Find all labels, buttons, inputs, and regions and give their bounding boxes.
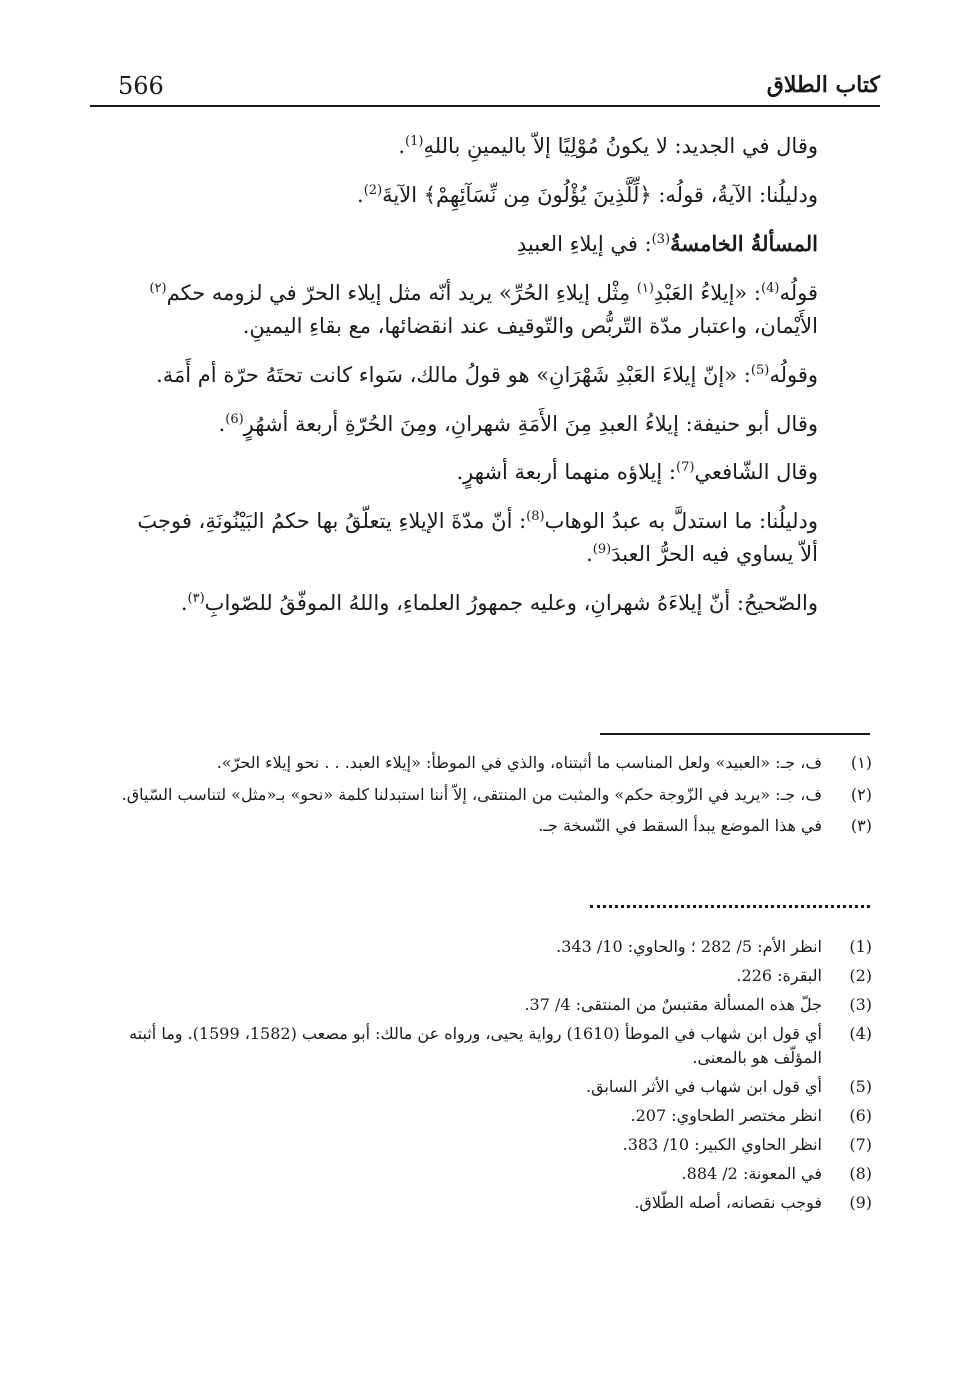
footnote-text: أي قول ابن شهاب في الموطأ (1610) رواية يحيى، ورواه عن مالك: أبو مصعب (1582، 1599). وما أثبته المؤلّف هو بالمعنى. — [129, 1024, 822, 1067]
footnote-text: جلّ هذه المسألة مقتبسٌ من المنتقى: 4/ 37. — [524, 995, 822, 1014]
text-span: : «إيلاءُ العَبْدِ — [653, 280, 762, 305]
footnote-item — [92, 935, 872, 959]
text-span: : إيلاؤه منهما أربعة أشهرٍ. — [456, 460, 676, 485]
main-text — [118, 130, 818, 636]
text-span: . — [357, 182, 364, 207]
footnote-text: فوجب نقصانه، أصله الطّلاق. — [634, 1193, 822, 1212]
footnote-item — [92, 1191, 872, 1215]
footnote-text: انظر الحاوي الكبير: 10/ 383. — [622, 1135, 822, 1154]
footnote-text: انظر مختصر الطحاوي: 207. — [630, 1106, 822, 1125]
footnote-number: (٣) — [850, 816, 872, 836]
paragraph — [118, 456, 818, 490]
footnote-number: (6) — [849, 1106, 872, 1125]
book-title: كتاب الطلاق — [766, 72, 880, 98]
footnote-ref: (5) — [750, 362, 770, 378]
page-header — [90, 70, 880, 110]
text-span: ودليلُنا: ما استدلَّ به عبدُ الوهاب — [544, 508, 818, 533]
footnotes-author — [92, 935, 872, 1220]
footnote-ref: (6) — [225, 411, 244, 427]
heading-text: المسألةُ الخامسةُ — [670, 231, 818, 257]
footnote-number: (8) — [849, 1164, 872, 1183]
footnote-number: (9) — [849, 1193, 872, 1212]
paragraph — [118, 587, 818, 621]
text-span: الأَيْمان، واعتبار مدّة التّربُّص والتّوقيف عند انقضائها، مع بقاءِ اليمينِ. — [242, 314, 818, 339]
footnote-text: في هذا الموضع يبدأ السقط في النّسخة جـ. — [538, 816, 822, 836]
footnote-text: ف، جـ: «العبيد» ولعل المناسب ما أثبتناه، والذي في الموطأ: «إيلاء العبد. . . نحو إيلاء الحرّ». — [216, 753, 822, 772]
text-span: : «إنّ إيلاءَ العَبْدِ شَهْرَانِ» هو قولُ مالك، سَواء كانت تحتَهُ حرّة أم أَمَة. — [156, 362, 751, 387]
footnote-ref: (4) — [761, 280, 780, 296]
text-span: وقال أبو حنيفة: إيلاءُ العبدِ مِنَ الأَمَةِ شهرانِ، ومِنَ الحُرّةِ أربعة أشهُرٍ — [243, 411, 818, 436]
text-span: . — [398, 134, 405, 158]
footnote-ref: (٣) — [187, 590, 205, 606]
text-span: وقال في الجديد: لا يكونُ مُوْلِيًا إلاّ باليمينِ باللهِ — [423, 134, 818, 158]
page-number: 566 — [118, 72, 164, 100]
footnotes-editor — [92, 750, 872, 845]
footnote-number: (3) — [849, 995, 872, 1014]
footnote-item — [92, 1104, 872, 1128]
footnote-ref: (7) — [676, 460, 695, 476]
text-span: وقولُه — [769, 362, 818, 387]
footnote-text: في المعونة: 2/ 884. — [681, 1164, 822, 1183]
text-span: ودليلُنا: الآيةُ، قولُه: ﴿لِّلَّذِينَ يُؤْلُونَ مِن نِّسَآئِهِمْ﴾ الآيةَ — [382, 182, 818, 207]
paragraph — [118, 277, 818, 344]
footnote-rule — [600, 733, 870, 735]
text-span: : في إيلاءِ العبيدِ — [516, 232, 652, 257]
paragraph — [118, 505, 818, 572]
paragraph — [118, 179, 818, 213]
footnote-item — [92, 993, 872, 1017]
footnote-text: ف، جـ: «يريد في الزّوجة حكم» والمثبت من المنتقى، إلاّ أننا استبدلنا كلمة «نحو» بـ«مثل» لتناسب السّياق. — [121, 784, 822, 804]
text-span: . — [180, 590, 188, 615]
footnote-text: أي قول ابن شهاب في الأثر السابق. — [585, 1077, 822, 1096]
footnote-item — [92, 964, 872, 988]
footnote-ref: (1) — [405, 134, 424, 149]
footnote-number: (2) — [849, 966, 872, 985]
text-span: : أنّ مدّةَ الإيلاءِ يتعلّقُ بها حكمُ البَيْنُونَةِ، فوجبَ ألاّ يساوي فيه الحرُّ العبدَ — [137, 508, 818, 567]
footnote-text: انظر الأم: 5/ 282 ؛ والحاوي: 10/ 343. — [556, 937, 822, 956]
text-span: وقال الشّافعي — [694, 460, 818, 485]
footnote-number: (٢) — [850, 784, 872, 804]
footnote-number: (7) — [849, 1135, 872, 1154]
footnote-item — [92, 1162, 872, 1186]
dotted-separator — [590, 905, 870, 918]
text-span: . — [218, 411, 226, 436]
footnote-number: (5) — [849, 1077, 872, 1096]
text-span: . — [586, 542, 593, 567]
footnote-ref: (8) — [526, 508, 545, 524]
footnote-ref: (2) — [363, 182, 383, 198]
paragraph — [118, 359, 818, 393]
paragraph — [118, 130, 818, 164]
footnote-ref: (١) — [636, 280, 654, 296]
footnote-text: البقرة: 226. — [736, 966, 822, 985]
section-heading — [118, 227, 818, 262]
footnote-item — [92, 782, 872, 808]
footnote-item — [92, 1075, 872, 1099]
footnote-item — [92, 813, 872, 839]
footnote-item — [92, 1133, 872, 1157]
text-span: مِثْل إيلاءِ الحُرِّ» يريد أنّه مثل إيلاء الحرّ في لزومه حكم — [166, 280, 637, 305]
text-span: والصّحيحُ: أنّ إيلاءَهُ شهرانِ، وعليه جمهورُ العلماءِ، واللهُ الموفّقُ للصّوابِ — [204, 590, 818, 615]
footnote-number: (4) — [849, 1024, 872, 1043]
footnote-ref: (9) — [592, 542, 612, 558]
footnote-item — [92, 1022, 872, 1070]
footnote-number: (١) — [850, 753, 872, 772]
footnote-item — [92, 750, 872, 776]
footnote-ref: (٢) — [149, 280, 167, 296]
text-span: قولُه — [779, 280, 818, 305]
footnote-ref: (3) — [651, 232, 671, 248]
header-rule — [90, 105, 880, 107]
paragraph — [118, 408, 818, 442]
footnote-number: (1) — [849, 937, 872, 956]
